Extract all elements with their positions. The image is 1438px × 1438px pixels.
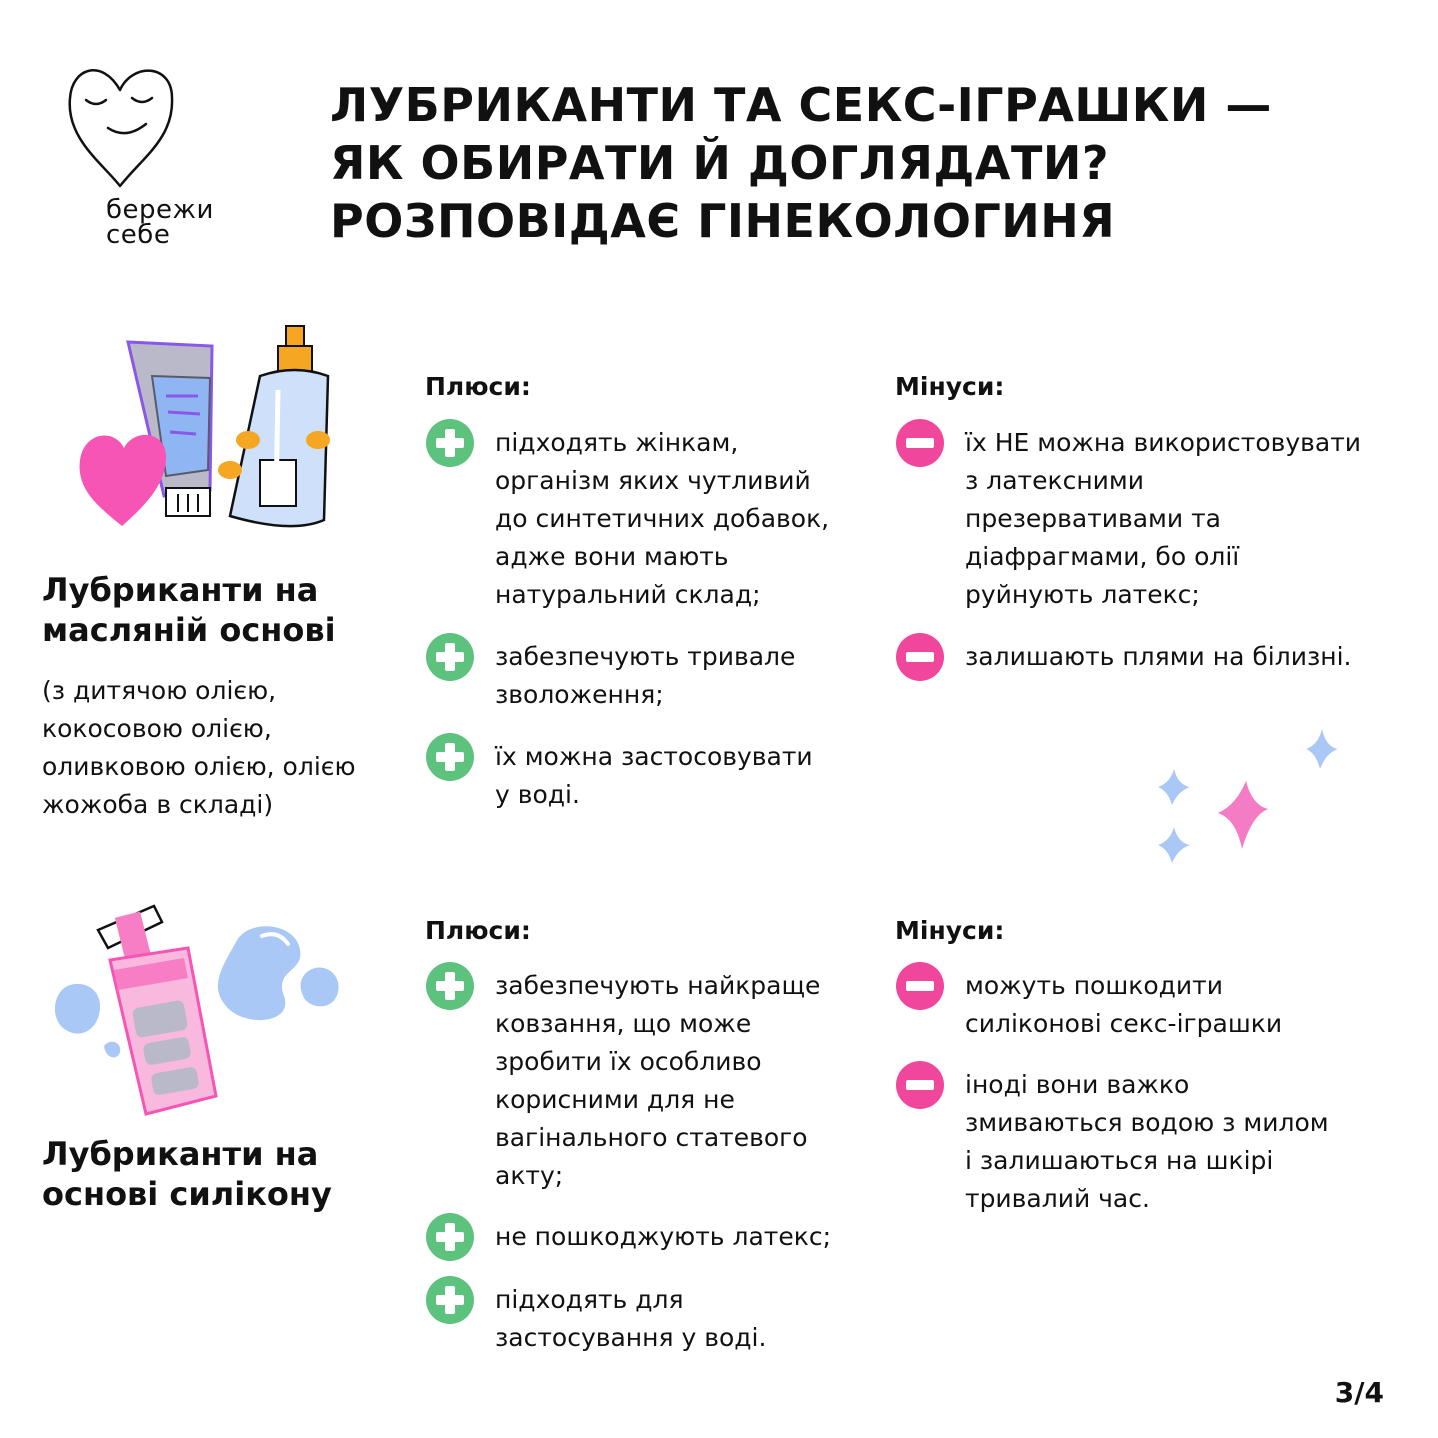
lubricant-bottle-icon: [98, 906, 216, 1114]
section-1-pro-item: [425, 738, 813, 814]
pro-line: ковзання, що може: [495, 1009, 752, 1038]
section-1-cons-heading: Мінуси:: [895, 372, 1005, 401]
con-line: презервативами та: [965, 504, 1221, 533]
section-1-title-line: масляній основі: [42, 611, 336, 649]
pro-line: у воді.: [495, 780, 580, 809]
minus-icon: [895, 1060, 945, 1110]
con-line: їх НЕ можна використовувати: [965, 428, 1362, 457]
plus-icon: [425, 632, 475, 682]
title-line-1: ЛУБРИКАНТИ ТА СЕКС-ІГРАШКИ —: [330, 78, 1272, 132]
section-1-pros-heading: Плюси:: [425, 372, 531, 401]
pro-line: натуральний склад;: [495, 580, 761, 609]
section-2-title-line: Лубриканти на: [42, 1135, 319, 1173]
minus-icon: [895, 418, 945, 468]
section-1-title-line: Лубриканти на: [42, 571, 319, 609]
pro-line: підходять для: [495, 1285, 684, 1314]
pro-line: акту;: [495, 1161, 564, 1190]
spray-bottle-icon: [218, 326, 330, 526]
pro-line: адже вони мають: [495, 542, 729, 571]
con-line: тривалий час.: [965, 1184, 1150, 1213]
section-1-title: [42, 570, 336, 650]
plus-icon: [425, 1275, 475, 1325]
title-line-2: ЯК ОБИРАТИ Й ДОГЛЯДАТИ?: [330, 136, 1110, 190]
pro-line: до синтетичних добавок,: [495, 504, 830, 533]
section-2-con-item: [895, 967, 1282, 1043]
pro-line: їх можна застосовувати: [495, 742, 813, 771]
minus-icon: [895, 961, 945, 1011]
con-line: змиваються водою з милом: [965, 1108, 1329, 1137]
pro-line: зволоження;: [495, 680, 664, 709]
logo-text: [106, 195, 214, 250]
plus-icon: [425, 1212, 475, 1262]
con-line: іноді вони важко: [965, 1070, 1190, 1099]
sparkle-icon: [1218, 781, 1268, 849]
section-1-note-line: (з дитячою олією,: [42, 676, 277, 705]
con-line: і залишаються на шкірі: [965, 1146, 1274, 1175]
section-2-con-item: [895, 1066, 1329, 1218]
sparkle-icon: [1158, 769, 1190, 805]
sparkle-icon: [1158, 827, 1190, 863]
con-line: з латексними: [965, 466, 1145, 495]
pro-line: вагінального статевого: [495, 1123, 808, 1152]
sparkle-icon: [1306, 729, 1338, 769]
section-1-note-line: оливковою олією, олією: [42, 752, 356, 781]
con-line: силіконові секс-іграшки: [965, 1009, 1283, 1038]
con-line: можуть пошкодити: [965, 971, 1223, 1000]
plus-icon: [425, 418, 475, 468]
section-2-title-line: основі силікону: [42, 1175, 332, 1213]
plus-icon: [425, 961, 475, 1011]
sparkles-decoration: [1150, 725, 1350, 875]
section-1-con-item: [895, 424, 1361, 614]
pro-line: підходять жінкам,: [495, 428, 739, 457]
page-number: 3/4: [1334, 1376, 1384, 1409]
section-1-con-item: [895, 638, 1351, 682]
section-1-pro-item: [425, 424, 829, 614]
section-2-pros-heading: Плюси:: [425, 916, 531, 945]
con-line: руйнують латекс;: [965, 580, 1200, 609]
pro-line: не пошкоджують латекс;: [495, 1222, 831, 1251]
silicone-lubricants-illustration: [48, 900, 348, 1120]
pro-line: зробити їх особливо: [495, 1047, 762, 1076]
section-2-pro-item: [425, 1218, 831, 1262]
section-2-pro-item: [425, 1281, 766, 1357]
heart-face-icon: [62, 58, 182, 193]
page-title: [330, 76, 1390, 250]
minus-icon: [895, 632, 945, 682]
section-1-note: [42, 672, 356, 824]
pro-line: застосування у воді.: [495, 1323, 767, 1352]
con-line: діафрагмами, бо олії: [965, 542, 1240, 571]
title-line-3: РОЗПОВІДАЄ ГІНЕКОЛОГИНЯ: [330, 194, 1116, 248]
section-1-pro-item: [425, 638, 795, 714]
con-line: залишають плями на білизні.: [965, 642, 1352, 671]
oil-lubricants-illustration: [70, 320, 350, 540]
logo: [62, 58, 232, 248]
pro-line: корисними для не: [495, 1085, 735, 1114]
section-2-title: [42, 1134, 332, 1214]
logo-line-1: бережи: [106, 195, 214, 225]
pro-line: забезпечують найкраще: [495, 971, 821, 1000]
section-1-note-line: кокосовою олією,: [42, 714, 272, 743]
heart-icon: [80, 435, 167, 526]
logo-line-2: себе: [106, 220, 171, 250]
section-1-note-line: жожоба в складі): [42, 790, 274, 819]
pro-line: організм яких чутливий: [495, 466, 811, 495]
section-2-cons-heading: Мінуси:: [895, 916, 1005, 945]
section-2-pro-item: [425, 967, 820, 1195]
plus-icon: [425, 732, 475, 782]
pro-line: забезпечують тривале: [495, 642, 796, 671]
